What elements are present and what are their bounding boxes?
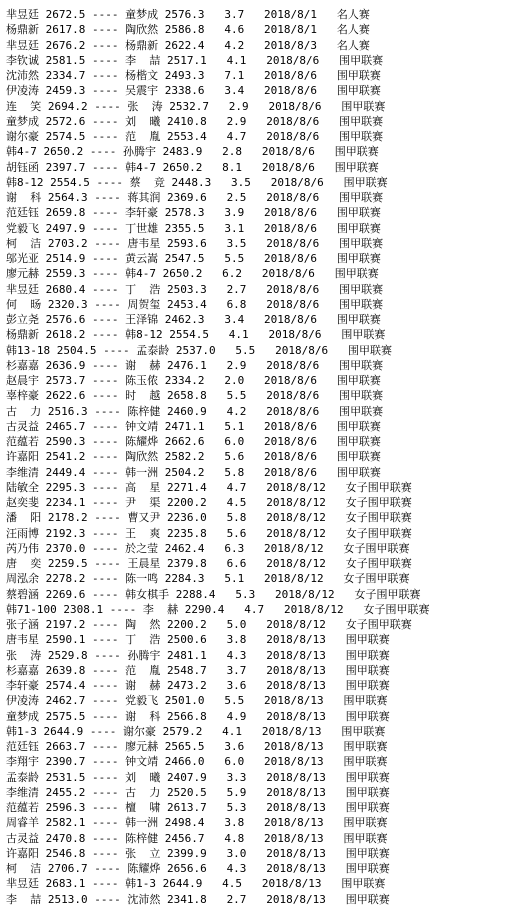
game-row: 彭立尧 2576.6 ---- 王泽锦 2462.3 3.4 2018/8/6 围甲联赛 xyxy=(6,313,381,326)
game-row: 伊凌涛 2459.3 ---- 吴震宇 2338.6 3.4 2018/8/6 围甲联赛 xyxy=(6,84,381,98)
game-row: 张子涵 2197.2 ---- 陶 然 2200.2 5.0 2018/8/12 女子围甲联赛 xyxy=(6,618,412,631)
game-row: 芈昱廷 2676.2 ---- 杨鼎新 2622.4 4.2 2018/8/3 名人赛 xyxy=(6,38,370,52)
game-row: 童梦成 2572.6 ---- 刘 曦 2410.8 2.9 2018/8/6 围甲联赛 xyxy=(6,114,384,128)
game-row: 韩8-12 2554.5 ---- 蔡 竞 2448.3 3.5 2018/8/6 围甲联赛 xyxy=(6,175,388,189)
game-row: 古灵益 2465.7 ---- 钟文靖 2471.1 5.1 2018/8/6 围甲联赛 xyxy=(6,419,381,433)
game-row: 古灵益 2470.8 ---- 陈梓健 2456.7 4.8 2018/8/13 围甲联赛 xyxy=(6,831,388,845)
game-row: 童梦成 2575.5 ---- 谢 科 2566.8 4.9 2018/8/13 围甲联赛 xyxy=(6,709,390,723)
game-row: 范廷钰 2663.7 ---- 廖元赫 2565.5 3.6 2018/8/13 围甲联赛 xyxy=(6,740,388,753)
game-row: 芈昱廷 2672.5 ---- 童梦成 2576.3 3.7 2018/8/1 名人赛 xyxy=(6,8,370,21)
game-row: 范蕴若 2590.3 ---- 陈耀烨 2662.6 6.0 2018/8/6 围甲联赛 xyxy=(6,435,381,448)
game-row: 党毅飞 2497.9 ---- 丁世雄 2355.5 3.1 2018/8/6 围甲联赛 xyxy=(6,221,381,235)
game-row: 谢 科 2564.3 ---- 蒋其润 2369.6 2.5 2018/8/6 围甲联赛 xyxy=(6,191,384,204)
game-row: 芮乃伟 2370.0 ---- 於之莹 2462.4 6.3 2018/8/12 女子围甲联赛 xyxy=(6,541,410,555)
game-row: 周睿羊 2582.1 ---- 韩一洲 2498.4 3.8 2018/8/13 围甲联赛 xyxy=(6,816,388,830)
game-row: 何 旸 2320.3 ---- 周贺玺 2453.4 6.8 2018/8/6 围甲联赛 xyxy=(6,297,384,311)
game-row: 李轩豪 2574.4 ---- 谢 赫 2473.2 3.6 2018/8/13 围甲联赛 xyxy=(6,679,390,692)
game-row: 周泓余 2278.2 ---- 陈一鸣 2284.3 5.1 2018/8/12 女子围甲联赛 xyxy=(6,572,410,586)
game-row: 唐 奕 2259.5 ---- 王晨星 2379.8 6.6 2018/8/12 女子围甲联赛 xyxy=(6,557,412,570)
game-row: 杉嘉嘉 2636.9 ---- 谢 赫 2476.1 2.9 2018/8/6 围甲联赛 xyxy=(6,358,384,372)
game-row: 杨鼎新 2617.8 ---- 陶欣然 2586.8 4.6 2018/8/1 名人赛 xyxy=(6,23,370,37)
game-row: 孟泰龄 2531.5 ---- 刘 曦 2407.9 3.3 2018/8/13 围甲联赛 xyxy=(6,770,390,784)
game-row: 赵奕斐 2234.1 ---- 尹 渠 2200.2 4.5 2018/8/12 女子围甲联赛 xyxy=(6,496,412,509)
game-row: 韩71-100 2308.1 ---- 李 赫 2290.4 4.7 2018/8/12 女子围甲联赛 xyxy=(6,602,430,616)
game-row: 沈沛然 2334.7 ---- 杨楷文 2493.3 7.1 2018/8/6 围甲联赛 xyxy=(6,69,381,82)
game-row: 韩4-7 2650.2 ---- 孙腾宇 2483.9 2.8 2018/8/6 围甲联赛 xyxy=(6,145,379,159)
game-row: 张 涛 2529.8 ---- 孙腾宇 2481.1 4.3 2018/8/13 围甲联赛 xyxy=(6,648,390,662)
game-row: 伊凌涛 2462.7 ---- 党毅飞 2501.0 5.5 2018/8/13 围甲联赛 xyxy=(6,694,388,708)
game-row: 许嘉阳 2546.8 ---- 张 立 2399.9 3.0 2018/8/13 围甲联赛 xyxy=(6,846,390,860)
game-row: 辜梓豪 2622.6 ---- 时 越 2658.8 5.5 2018/8/6 围甲联赛 xyxy=(6,389,384,403)
game-results-list xyxy=(6,7,511,907)
game-row: 芈昱廷 2683.1 ---- 韩1-3 2644.9 4.5 2018/8/13 围甲联赛 xyxy=(6,877,386,891)
game-row: 韩13-18 2504.5 ---- 孟泰龄 2537.0 5.5 2018/8/6 围甲联赛 xyxy=(6,343,393,357)
game-row: 韩1-3 2644.9 ---- 谢尔豪 2579.2 4.1 2018/8/13 围甲联赛 xyxy=(6,724,386,738)
game-row: 谢尔豪 2574.5 ---- 范 胤 2553.4 4.7 2018/8/6 围甲联赛 xyxy=(6,130,384,143)
game-row: 柯 洁 2706.7 ---- 陈耀烨 2656.6 4.3 2018/8/13 围甲联赛 xyxy=(6,862,390,875)
game-row: 杉嘉嘉 2639.8 ---- 范 胤 2548.7 3.7 2018/8/13 围甲联赛 xyxy=(6,663,390,677)
game-row: 胡钰函 2397.7 ---- 韩4-7 2650.2 8.1 2018/8/6 围甲联赛 xyxy=(6,160,379,174)
game-row: 廖元赫 2559.3 ---- 韩4-7 2650.2 6.2 2018/8/6 围甲联赛 xyxy=(6,267,379,281)
game-row: 古 力 2516.3 ---- 陈梓健 2460.9 4.2 2018/8/6 围甲联赛 xyxy=(6,404,384,418)
game-row: 唐韦星 2590.1 ---- 丁 浩 2500.6 3.8 2018/8/13 围甲联赛 xyxy=(6,633,390,647)
game-row: 杨鼎新 2618.2 ---- 韩8-12 2554.5 4.1 2018/8/6 围甲联赛 xyxy=(6,328,386,342)
game-row: 连 笑 2694.2 ---- 张 涛 2532.7 2.9 2018/8/6 围甲联赛 xyxy=(6,99,386,113)
game-row: 李翔宇 2390.7 ---- 钟文靖 2466.0 6.0 2018/8/13 围甲联赛 xyxy=(6,755,388,769)
game-row: 陆敏全 2295.3 ---- 高 星 2271.4 4.7 2018/8/12 女子围甲联赛 xyxy=(6,480,412,494)
game-row: 李钦诚 2581.5 ---- 李 喆 2517.1 4.1 2018/8/6 围甲联赛 xyxy=(6,53,384,67)
game-row: 许嘉阳 2541.2 ---- 陶欣然 2582.2 5.6 2018/8/6 围甲联赛 xyxy=(6,450,381,464)
game-row: 柯 洁 2703.2 ---- 唐韦星 2593.6 3.5 2018/8/6 围甲联赛 xyxy=(6,236,384,250)
game-row: 蔡碧涵 2269.6 ---- 韩女棋手 2288.4 5.3 2018/8/12 女子围甲联赛 xyxy=(6,587,421,601)
game-row: 范廷钰 2659.8 ---- 李轩豪 2578.3 3.9 2018/8/6 围甲联赛 xyxy=(6,206,381,220)
game-row: 汪雨博 2192.3 ---- 王 爽 2235.8 5.6 2018/8/12 女子围甲联赛 xyxy=(6,526,412,540)
game-row: 李 喆 2513.0 ---- 沈沛然 2341.8 2.7 2018/8/13 围甲联赛 xyxy=(6,892,390,906)
game-row: 李维清 2455.2 ---- 古 力 2520.5 5.9 2018/8/13 围甲联赛 xyxy=(6,785,390,799)
game-row: 邬光亚 2514.9 ---- 黄云嵩 2547.5 5.5 2018/8/6 围甲联赛 xyxy=(6,252,381,265)
game-row: 赵晨宇 2573.7 ---- 陈玉侬 2334.2 2.0 2018/8/6 围甲联赛 xyxy=(6,374,381,387)
game-row: 芈昱廷 2680.4 ---- 丁 浩 2503.3 2.7 2018/8/6 围甲联赛 xyxy=(6,282,384,296)
game-row: 李维清 2449.4 ---- 韩一洲 2504.2 5.8 2018/8/6 围甲联赛 xyxy=(6,465,381,479)
game-row: 潘 阳 2178.2 ---- 曹又尹 2236.0 5.8 2018/8/12 女子围甲联赛 xyxy=(6,511,412,525)
game-row: 范蕴若 2596.3 ---- 檀 啸 2613.7 5.3 2018/8/13 围甲联赛 xyxy=(6,801,390,814)
